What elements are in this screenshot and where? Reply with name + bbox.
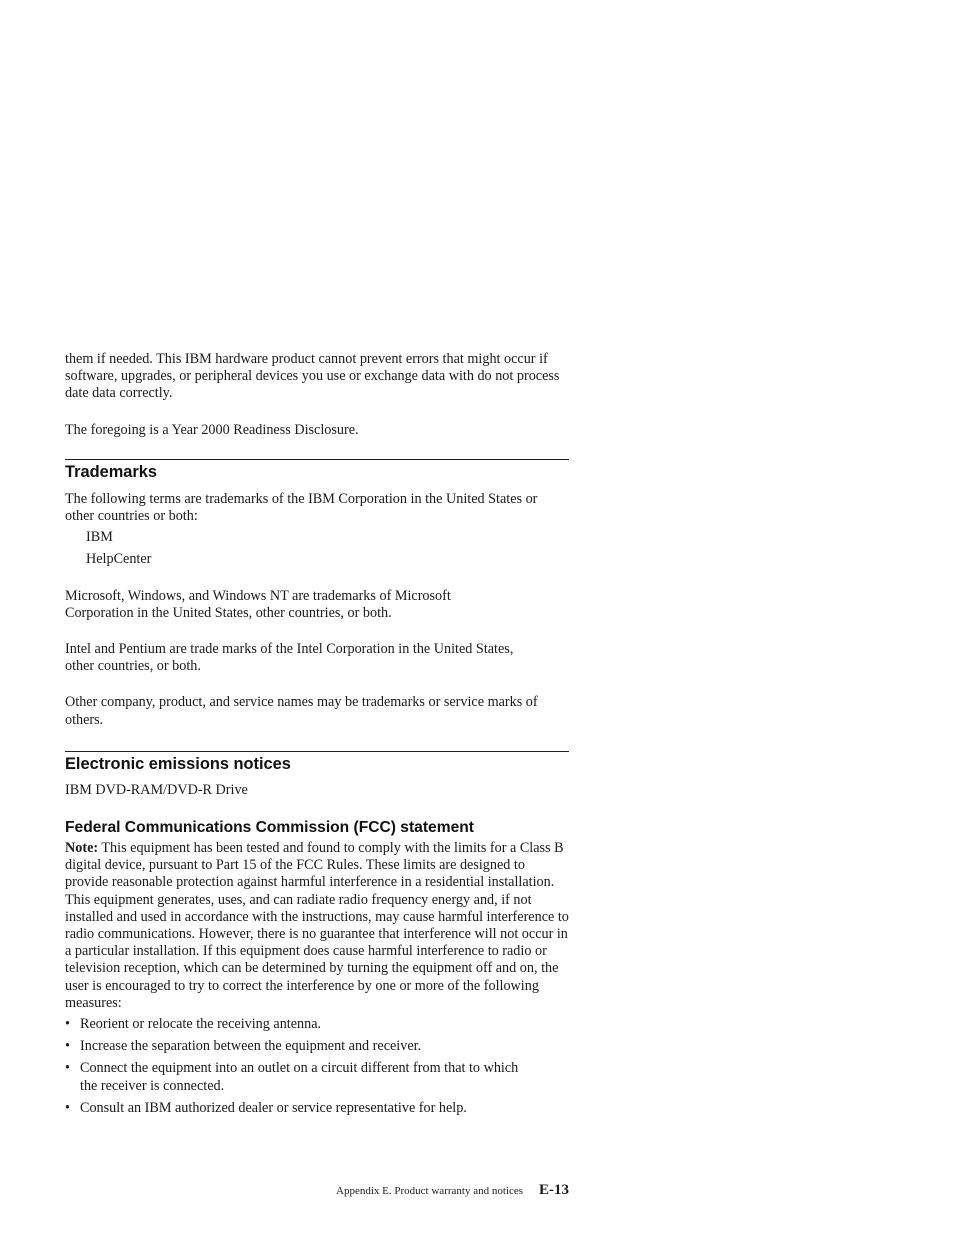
trademark-term: HelpCenter — [86, 551, 152, 568]
trademark-term: IBM — [86, 529, 113, 546]
list-item: • Reorient or relocate the receiving antenna. — [65, 1016, 322, 1033]
page-body — [65, 351, 569, 1117]
list-item: • Increase the separation between the equipment and receiver. — [65, 1038, 422, 1055]
page-number: E-13 — [539, 1182, 569, 1198]
list-item: • Connect the equipment into an outlet on a circuit different from that to which the receiver is connected. — [65, 1060, 519, 1094]
trademarks-heading: Trademarks — [65, 462, 158, 481]
note-label: Note: — [65, 840, 99, 857]
fcc-heading: Federal Communications Commission (FCC) statement — [65, 819, 474, 837]
page-footer — [65, 1181, 569, 1199]
emissions-heading: Electronic emissions notices — [65, 754, 291, 773]
trademarks-intro: The following terms are trademarks of the IBM Corporation in the United States or other countries or both: — [65, 490, 538, 525]
other-trademark-paragraph: Other company, product, and service names may be trademarks or service marks of others. — [65, 694, 538, 728]
continuation-paragraph: them if needed. This IBM hardware product cannot prevent errors that might occur if software, upgrades, or peripheral devices you use or exchange data with do not process date data correctly. — [65, 351, 560, 402]
list-item: • Consult an IBM authorized dealer or service representative for help. — [65, 1099, 467, 1116]
fcc-note-text: This equipment has been tested and found to comply with the limits for a Class B digital device, pursuant to Part 15 of the FCC Rules. These limits are designed to provide reasonable protection against harmful interference in a residential installation. This equipment generates, uses, and can radiate radio frequency energy and, if not installed and used in accordance with the instructions, may cause harmful interference to radio communications. However, there is no guarantee that interference will not occur in a particular installation. If this equipment does cause harmful interference to radio or television reception, which can be determined by turning the equipment off and on, the user is encouraged to try to correct the interference by one or more of the following measures: — [65, 840, 569, 1011]
intel-trademark-paragraph: Intel and Pentium are trade marks of the Intel Corporation in the United States, other countries, or both. — [65, 641, 514, 675]
fcc-note-paragraph — [65, 840, 569, 1012]
bullet-icon: • — [65, 1038, 70, 1055]
bullet-icon: • — [65, 1099, 70, 1116]
device-name: IBM DVD-RAM/DVD-R Drive — [65, 781, 248, 798]
microsoft-trademark-paragraph: Microsoft, Windows, and Windows NT are trademarks of Microsoft Corporation in the United States, other countries, or both. — [65, 587, 451, 621]
trademark-terms — [65, 529, 569, 568]
fcc-measures-list — [65, 1016, 569, 1117]
year2000-disclosure: The foregoing is a Year 2000 Readiness Disclosure. — [65, 421, 359, 438]
footer-text: Appendix E. Product warranty and notices — [336, 1185, 523, 1197]
bullet-icon: • — [65, 1060, 70, 1077]
bullet-icon: • — [65, 1016, 70, 1033]
